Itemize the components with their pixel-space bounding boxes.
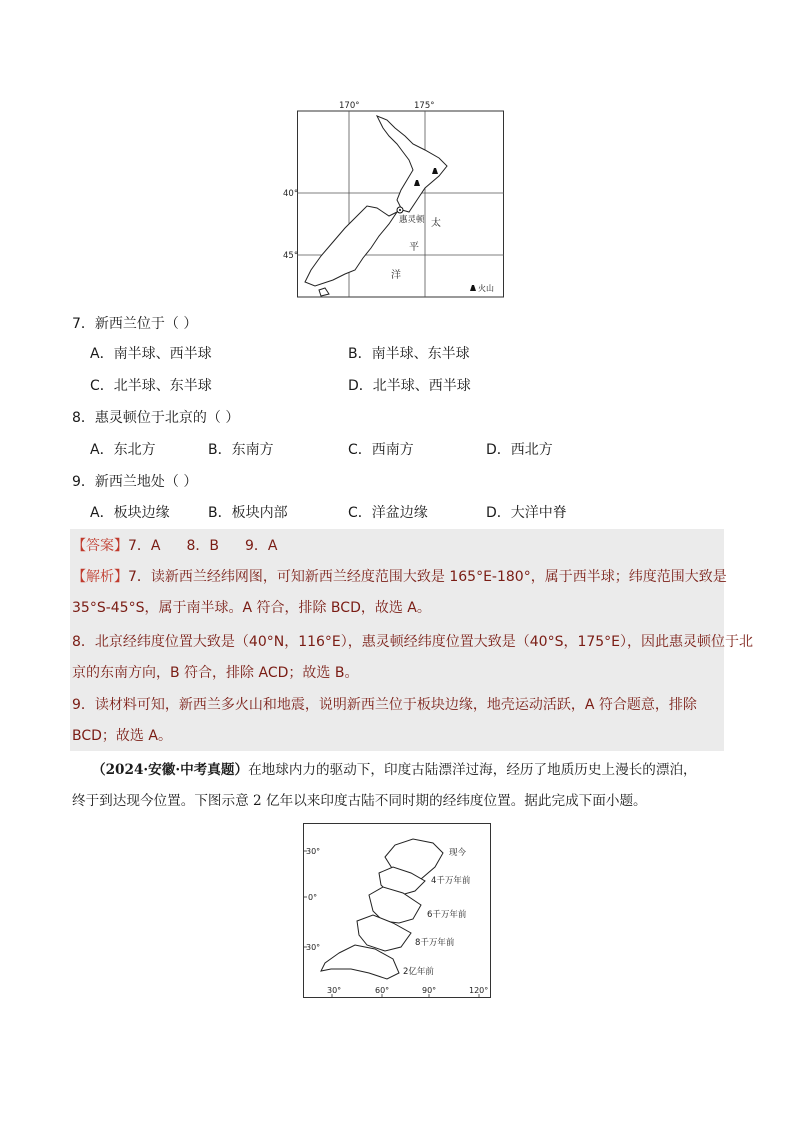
answer-7: 7．A: [128, 538, 161, 554]
lat-label-45: 45°: [283, 251, 299, 261]
lat-label-40: 40°: [283, 189, 299, 199]
volcano-icon: [470, 285, 476, 291]
q8-option-a: A．东北方: [90, 442, 156, 458]
question-9-stem: 9．新西兰地处（ ）: [72, 474, 198, 490]
lat-label-0: 0°: [308, 893, 318, 902]
answer-label: 【答案】: [72, 538, 128, 554]
ocean-char-3: 洋: [391, 270, 401, 281]
north-island-shape: [377, 116, 447, 212]
lon-label-175: 175°: [414, 101, 435, 111]
lon-label-90: 90°: [422, 986, 437, 995]
lon-label-30: 30°: [327, 986, 342, 995]
analysis-label: 【解析】: [72, 569, 128, 585]
question-7-stem: 7．新西兰位于（ ）: [72, 316, 198, 332]
lon-label-120: 120°: [469, 986, 489, 995]
q7-option-a: A．南半球、西半球: [90, 346, 212, 362]
q7-option-c: C．北半球、东半球: [90, 378, 212, 394]
source-tag: （2024·安徽·中考真题）: [92, 762, 249, 778]
ocean-char-1: 太: [431, 218, 441, 229]
south-island-shape: [305, 206, 397, 286]
lat-label-30s: 30°: [306, 943, 321, 952]
lat-label-30n: 30°: [306, 847, 321, 856]
analysis-line-1: 【解析】7．读新西兰经纬网图，可知新西兰经度范围大致是 165°E-180°，属于西半球；纬度范围大致是: [72, 569, 727, 585]
intro-line-1: （2024·安徽·中考真题）在地球内力的驱动下，印度古陆漂洋过海，经历了地质历史上漫长的漂泊，: [92, 762, 697, 778]
analysis-line-5: 9．读材料可知，新西兰多火山和地震，说明新西兰位于板块边缘，地壳运动活跃，A 符合题意，排除: [72, 697, 697, 713]
period-label-80ma: 8千万年前: [415, 938, 455, 948]
q9-option-d: D．大洋中脊: [486, 505, 567, 521]
lon-label-60: 60°: [375, 986, 390, 995]
q8-option-b: B．东南方: [208, 442, 274, 458]
answer-line: [72, 536, 277, 556]
lon-label-170: 170°: [339, 101, 360, 111]
period-label-present: 现今: [449, 848, 467, 858]
period-label-40ma: 4千万年前: [431, 876, 471, 886]
answer-8: 8．B: [186, 538, 219, 554]
ocean-char-2: 平: [409, 242, 419, 253]
question-8-stem: 8．惠灵顿位于北京的（ ）: [72, 410, 240, 426]
analysis-line-3: 8．北京经纬度位置大致是（40°N，116°E），惠灵顿经纬度位置大致是（40°S，175°E），因此惠灵顿位于北: [72, 634, 754, 650]
legend-label: 火山: [478, 284, 494, 293]
q7-option-d: D．北半球、西半球: [348, 378, 471, 394]
period-label-60ma: 6千万年前: [427, 910, 467, 920]
period-label-200ma: 2亿年前: [403, 967, 434, 977]
city-label: 惠灵顿: [399, 215, 425, 225]
new-zealand-map: [283, 98, 504, 303]
analysis-line-6: BCD；故选 A。: [72, 728, 172, 744]
q9-option-c: C．洋盆边缘: [348, 505, 428, 521]
analysis-line-4: 京的东南方向，B 符合，排除 ACD；故选 B。: [72, 665, 359, 681]
answer-9: 9．A: [245, 538, 278, 554]
analysis-line-2: 35°S-45°S，属于南半球。A 符合，排除 BCD，故选 A。: [72, 600, 431, 616]
q8-option-c: C．西南方: [348, 442, 414, 458]
q9-option-a: A．板块边缘: [90, 505, 170, 521]
q8-option-d: D．西北方: [486, 442, 553, 458]
intro-line-2: 终于到达现今位置。下图示意 2 亿年以来印度古陆不同时期的经纬度位置。据此完成下面小题。: [72, 793, 647, 809]
q7-option-b: B．南半球、东半球: [348, 346, 470, 362]
q9-option-b: B．板块内部: [208, 505, 288, 521]
india-drift-map: [303, 823, 491, 998]
